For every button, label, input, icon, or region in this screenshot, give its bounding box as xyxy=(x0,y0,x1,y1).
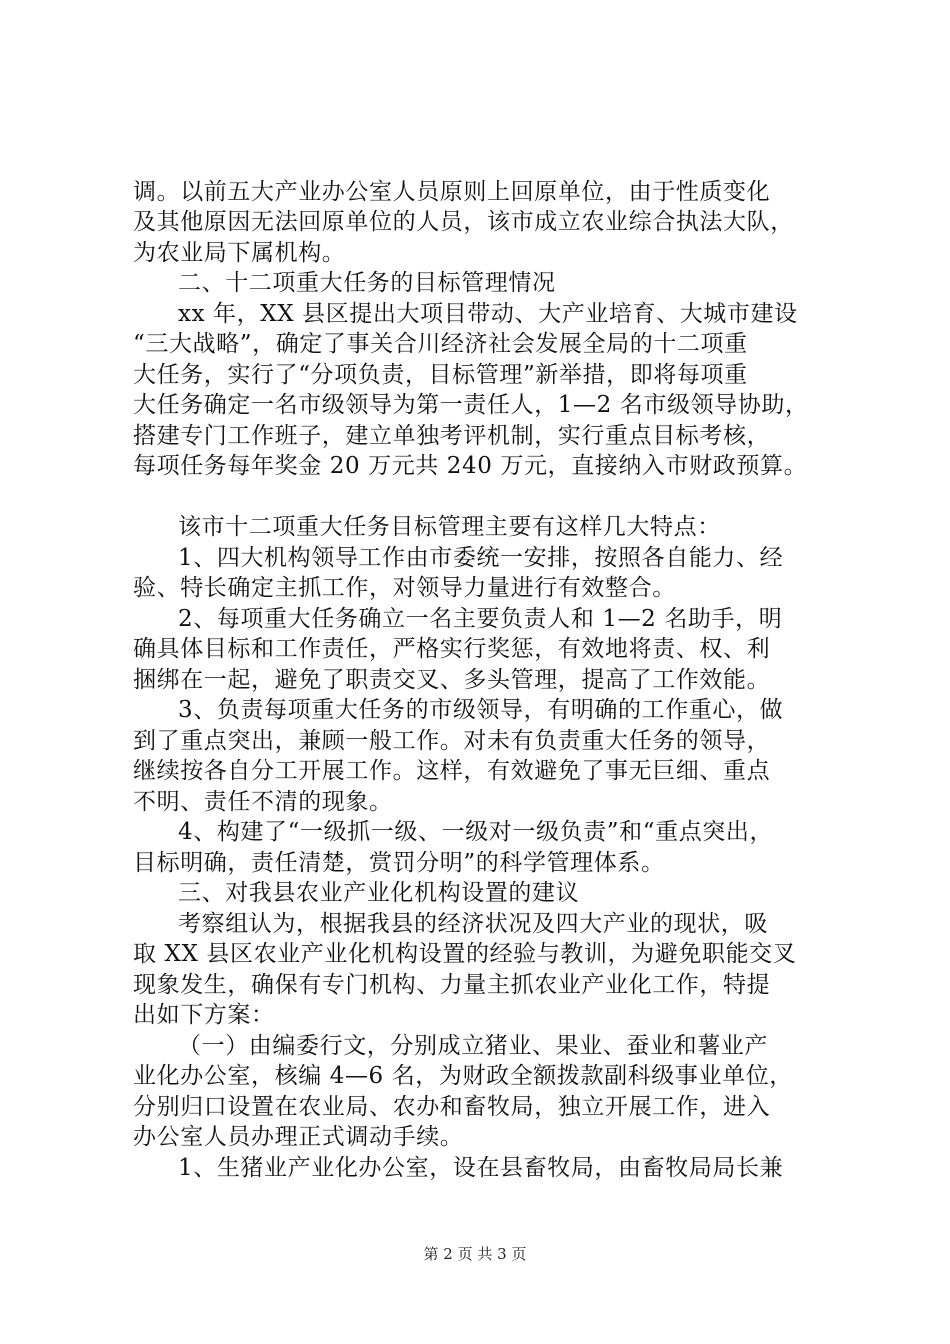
section-heading-3: 三、对我县农业产业化机构设置的建议 xyxy=(178,880,580,906)
text-line-14: 2、每项重大任务确立一名主要负责人和 1—2 名助手，明 xyxy=(178,606,783,632)
text-line-13: 验、特长确定主抓工作，对领导力量进行有效整合。 xyxy=(133,575,676,601)
text-line-1: 调。以前五大产业办公室人员原则上回原单位，由于性质变化 xyxy=(133,179,771,205)
text-line-10: 每项任务每年奖金 20 万元共 240 万元，直接纳入市财政预算。 xyxy=(133,453,808,479)
text-line-15: 确具体目标和工作责任，严格实行奖惩，有效地将责、权、利 xyxy=(133,636,771,662)
text-line-18: 到了重点突出，兼顾一般工作。对未有负责重大任务的领导， xyxy=(133,728,771,754)
page-footer: 第 2 页 共 3 页 xyxy=(423,1245,527,1263)
text-line-26: 现象发生，确保有专门机构、力量主抓农业产业化工作，特提 xyxy=(133,972,771,998)
text-line-6: “三大战略”，确定了事关合川经济社会发展全局的十二项重 xyxy=(133,331,748,357)
text-line-5: xx 年，XX 县区提出大项目带动、大产业培育、大城市建设 xyxy=(178,301,798,327)
text-line-30: 分别归口设置在农业局、农办和畜牧局，独立开展工作，进入 xyxy=(133,1094,771,1120)
text-line-27: 出如下方案： xyxy=(133,1002,275,1028)
text-line-12: 1、四大机构领导工作由市委统一安排，按照各自能力、经 xyxy=(178,545,784,571)
text-line-29: 业化办公室，核编 4—6 名，为财政全额拨款副科级事业单位， xyxy=(133,1063,793,1089)
text-line-24: 考察组认为，根据我县的经济状况及四大产业的现状，吸 xyxy=(178,911,768,937)
text-line-8: 大任务确定一名市级领导为第一责任人，1—2 名市级领导协助， xyxy=(133,392,809,418)
text-line-32: 1、生猪业产业化办公室，设在县畜牧局，由畜牧局局长兼 xyxy=(178,1155,784,1181)
text-line-11: 该市十二项重大任务目标管理主要有这样几大特点： xyxy=(178,514,721,540)
text-line-20: 不明、责任不清的现象。 xyxy=(133,789,393,815)
text-line-28: （一）由编委行文，分别成立猪业、果业、蚕业和薯业产 xyxy=(178,1033,768,1059)
text-line-3: 为农业局下属机构。 xyxy=(133,240,346,266)
text-line-25: 取 XX 县区农业产业化机构设置的经验与教训，为避免职能交叉 xyxy=(133,941,797,967)
text-line-17: 3、负责每项重大任务的市级领导，有明确的工作重心，做 xyxy=(178,697,784,723)
text-line-31: 办公室人员办理正式调动手续。 xyxy=(133,1124,464,1150)
text-line-21: 4、构建了“一级抓一级、一级对一级负责”和“重点突出， xyxy=(178,819,774,845)
section-heading-2: 二、十二项重大任务的目标管理情况 xyxy=(178,270,556,296)
text-line-22: 目标明确，责任清楚，赏罚分明”的科学管理体系。 xyxy=(133,850,665,876)
text-line-19: 继续按各自分工开展工作。这样，有效避免了事无巨细、重点 xyxy=(133,758,771,784)
text-line-16: 捆绑在一起，避免了职责交叉、多头管理，提高了工作效能。 xyxy=(133,667,771,693)
text-line-2: 及其他原因无法回原单位的人员，该市成立农业综合执法大队， xyxy=(133,209,794,235)
text-line-7: 大任务，实行了“分项负责，目标管理”新举措，即将每项重 xyxy=(133,362,748,388)
text-line-9: 搭建专门工作班子，建立单独考评机制，实行重点目标考核， xyxy=(133,423,771,449)
